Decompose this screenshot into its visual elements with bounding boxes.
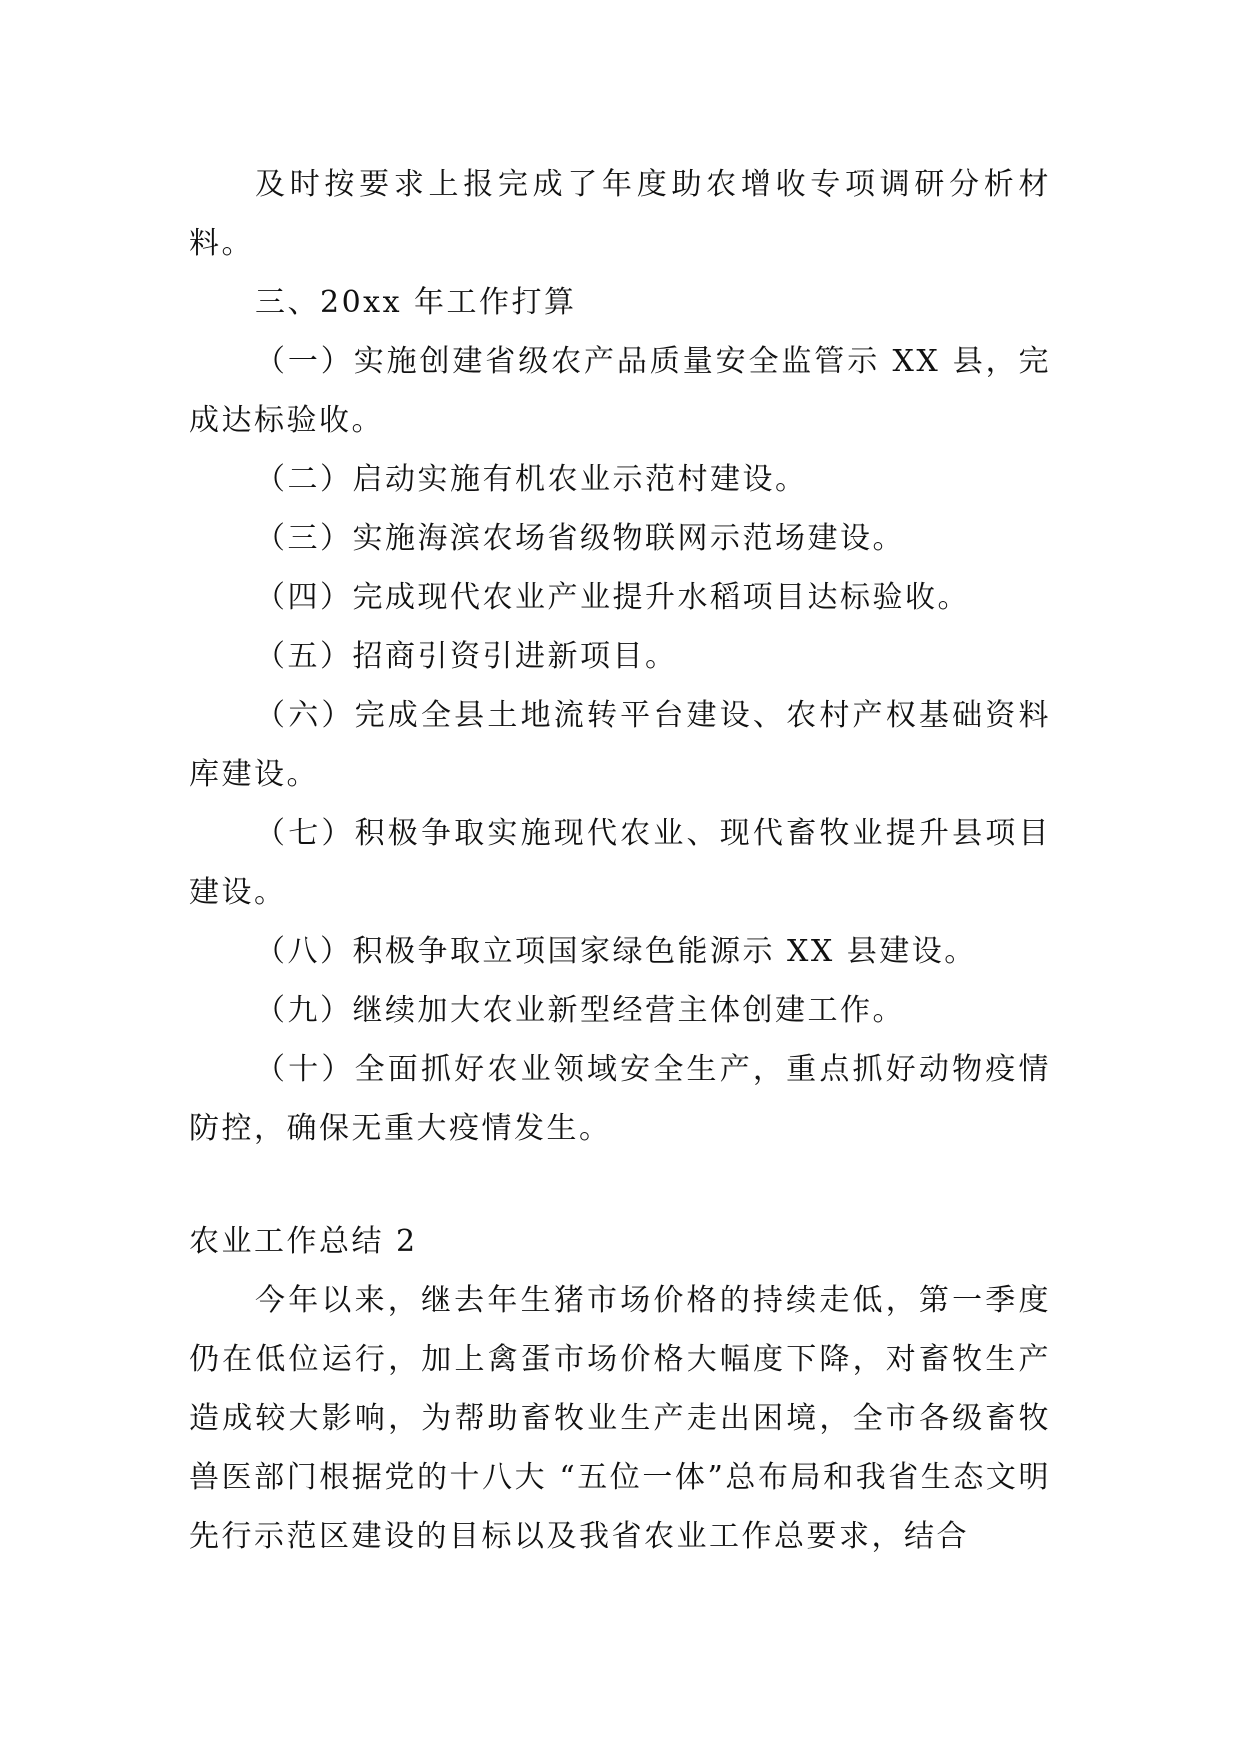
plan-item-1: （一）实施创建省级农产品质量安全监管示 XX 县，完成达标验收。: [189, 344, 1051, 438]
plan-item-2: （二）启动实施有机农业示范村建设。: [255, 462, 808, 497]
paragraph-report-materials: 及时按要求上报完成了年度助农增收专项调研分析材料。: [189, 167, 1051, 261]
plan-item-5: （五）招商引资引进新项目。: [255, 639, 678, 674]
document-body: [189, 155, 1051, 1566]
heading-work-plan: 三、20xx 年工作打算: [255, 285, 577, 320]
section-spacer: [189, 1158, 1051, 1212]
plan-item-3: （三）实施海滨农场省级物联网示范场建设。: [255, 521, 905, 556]
plan-item-9: （九）继续加大农业新型经营主体创建工作。: [255, 993, 905, 1028]
plan-item-8: （八）积极争取立项国家绿色能源示 XX 县建设。: [255, 934, 977, 969]
paragraph-summary-intro: 今年以来，继去年生猪市场价格的持续走低，第一季度仍在低位运行，加上禽蛋市场价格大幅度下降，对畜牧生产造成较大影响，为帮助畜牧业生产走出困境，全市各级畜牧兽医部门根据党的十八大 “五位一体”总布局和我省生态文明先行示范区建设的目标以及我省农业工作总要求，结合: [189, 1283, 1051, 1554]
plan-item-6: （六）完成全县土地流转平台建设、农村产权基础资料库建设。: [189, 698, 1051, 792]
plan-item-7: （七）积极争取实施现代农业、现代畜牧业提升县项目建设。: [189, 816, 1051, 910]
plan-item-4: （四）完成现代农业产业提升水稻项目达标验收。: [255, 580, 970, 615]
section-title: 农业工作总结 2: [189, 1224, 418, 1259]
plan-item-10: （十）全面抓好农业领域安全生产，重点抓好动物疫情防控，确保无重大疫情发生。: [189, 1052, 1051, 1146]
